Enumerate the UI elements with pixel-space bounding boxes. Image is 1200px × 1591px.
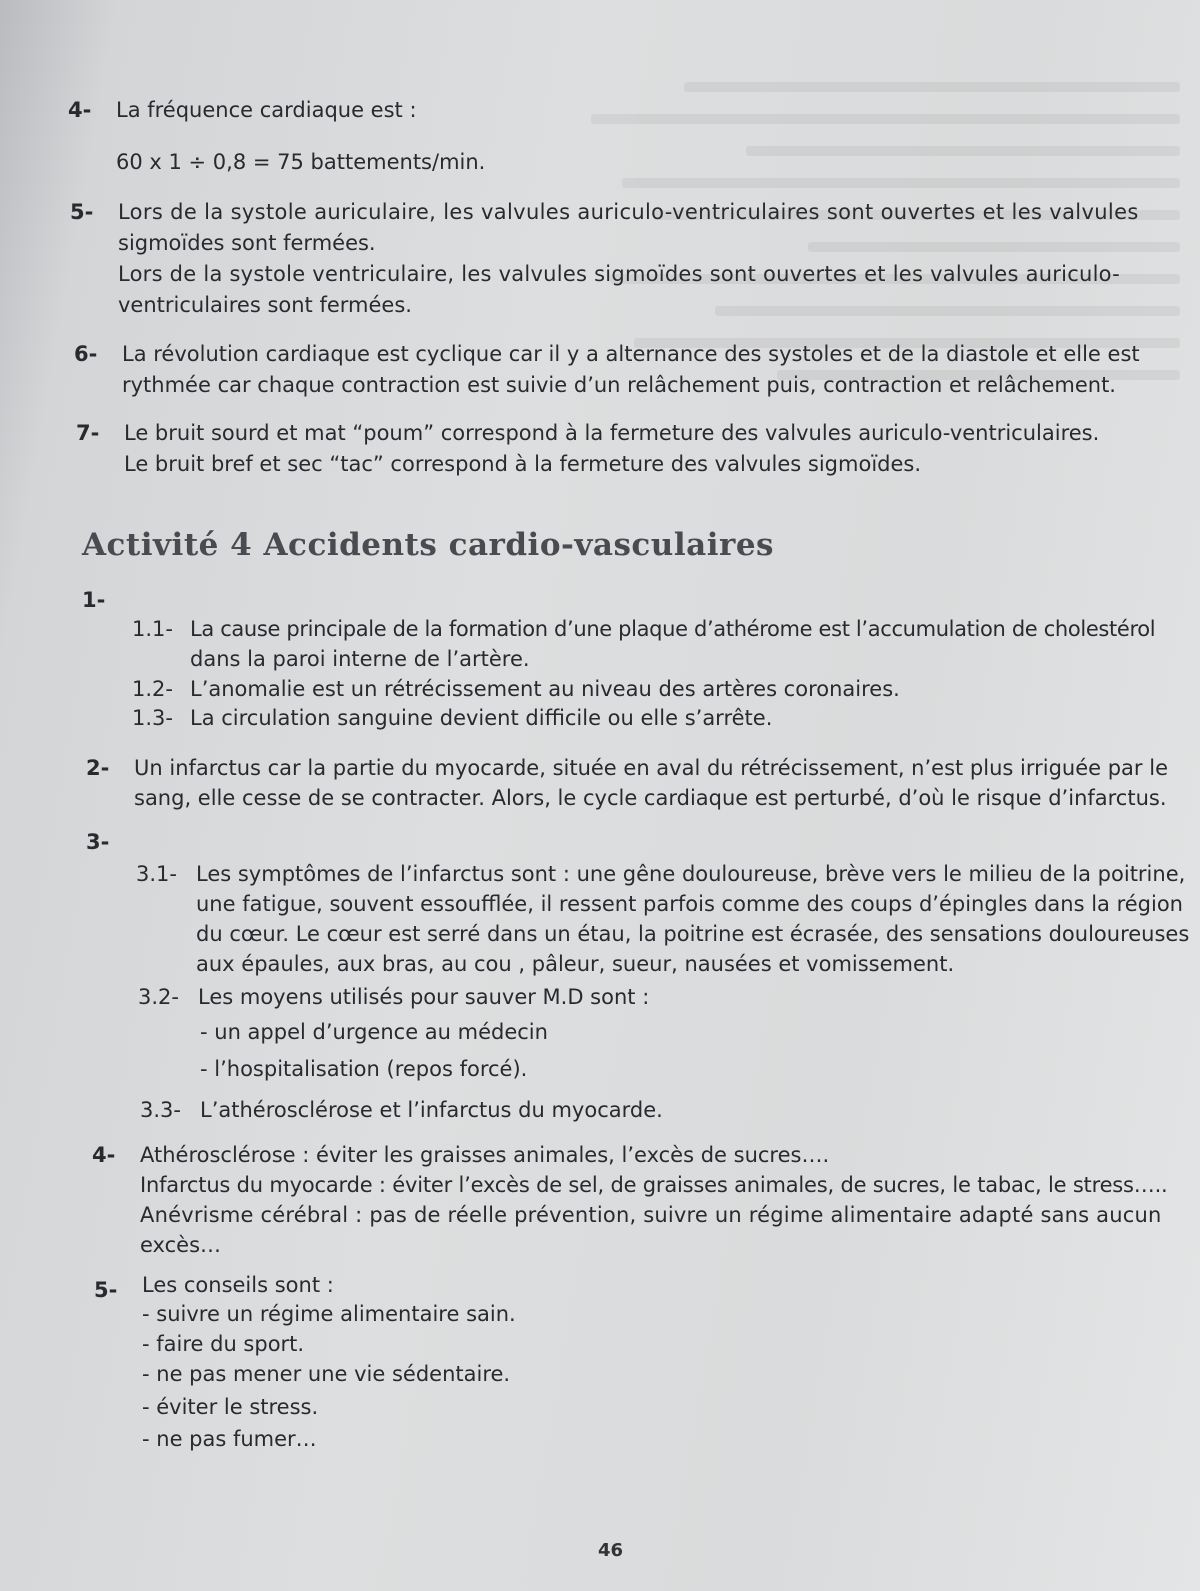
text-line: sigmoïdes sont fermées. [118,231,376,255]
text-line: dans la paroi interne de l’artère. [190,647,530,671]
item-number: 1- [82,588,106,612]
text-line: Infarctus du myocarde : éviter l’excès de sel, de graisses animales, de sucres, le tabac, le stress….. [140,1173,1168,1197]
text-line: L’athérosclérose et l’infarctus du myocarde. [200,1098,663,1122]
item-number: 2- [86,756,110,780]
sub-number: 1.1- [132,617,173,641]
text-line: Anévrisme cérébral : pas de réelle prévention, suivre un régime alimentaire adapté sans aucun [140,1203,1162,1227]
text-line: ventriculaires sont fermées. [118,293,412,317]
list-item: - suivre un régime alimentaire sain. [142,1302,516,1326]
text-line: du cœur. Le cœur est serré dans un étau, la poitrine est écrasée, des sensations douloureuses [196,922,1190,946]
text-line: Le bruit sourd et mat “poum” correspond à la fermeture des valvules auriculo-ventriculaires. [124,421,1100,445]
text-line: - l’hospitalisation (repos forcé). [200,1057,528,1081]
text-line: sang, elle cesse de se contracter. Alors, le cycle cardiaque est perturbé, d’où le risque d’infarctus. [134,786,1167,810]
sub-number: 3.2- [138,985,179,1009]
text-line: rythmée car chaque contraction est suivie d’un relâchement puis, contraction et relâchement. [122,373,1116,397]
item-number: 4- [92,1143,116,1167]
page-number: 46 [598,1540,624,1561]
sub-number: 3.1- [136,862,177,886]
text-line: aux épaules, aux bras, au cou , pâleur, sueur, nausées et vomissement. [196,952,955,976]
item-number: 7- [76,421,100,445]
item-number: 5- [94,1278,118,1302]
sub-number: 3.3- [140,1098,181,1122]
text-line: Athérosclérose : éviter les graisses animales, l’excès de sucres…. [140,1143,830,1167]
list-item: - faire du sport. [142,1332,305,1356]
item-number: 4- [68,98,92,122]
text-line: Les conseils sont : [142,1273,334,1297]
text-line: Lors de la systole ventriculaire, les valvules sigmoïdes sont ouvertes et les valvules auriculo- [118,262,1120,286]
text-line: Le bruit bref et sec “tac” correspond à la fermeture des valvules sigmoïdes. [124,452,922,476]
text-line: - un appel d’urgence au médecin [200,1020,548,1044]
list-item: - ne pas fumer… [142,1427,317,1451]
sub-number: 1.3- [132,706,173,730]
item-number: 6- [74,342,98,366]
text-line: Les moyens utilisés pour sauver M.D sont : [198,985,650,1009]
text-line: La cause principale de la formation d’une plaque d’athérome est l’accumulation de cholestérol [190,617,1156,641]
list-item: - ne pas mener une vie sédentaire. [142,1362,511,1386]
text-line: Lors de la systole auriculaire, les valvules auriculo-ventriculaires sont ouvertes et les valvules [118,200,1139,224]
text-line: La révolution cardiaque est cyclique car il y a alternance des systoles et de la diastole et elle est [122,342,1140,366]
text-line: une fatigue, souvent essoufflée, il ressent parfois comme des coups d’épingles dans la région [196,892,1183,916]
text-line: Les symptômes de l’infarctus sont : une gêne douloureuse, brève vers le milieu de la poitrine, [196,862,1186,886]
item-number: 5- [70,200,94,224]
text-line: La circulation sanguine devient difficile ou elle s’arrête. [190,706,773,730]
section-title: Activité 4 Accidents cardio-vasculaires [82,527,774,563]
list-item: - éviter le stress. [142,1395,319,1419]
text-line: excès… [140,1233,222,1257]
sub-number: 1.2- [132,677,173,701]
text-line: La fréquence cardiaque est : [116,98,417,122]
item-number: 3- [86,830,110,854]
text-line: L’anomalie est un rétrécissement au niveau des artères coronaires. [190,677,900,701]
formula-line: 60 x 1 ÷ 0,8 = 75 battements/min. [116,150,486,174]
text-line: Un infarctus car la partie du myocarde, située en aval du rétrécissement, n’est plus irriguée par le [134,756,1168,780]
